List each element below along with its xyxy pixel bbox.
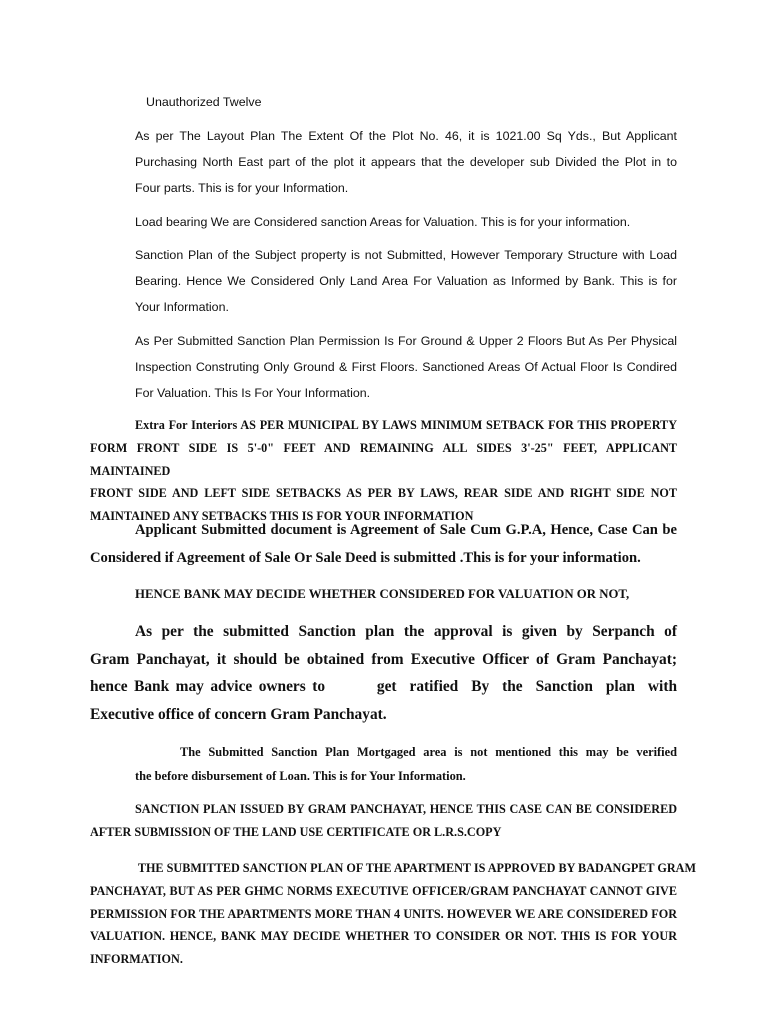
- paragraph-line: Gram Panchayat, it should be obtained from Executive Officer of Gram Panchayat;: [90, 650, 677, 668]
- paragraph-line: VALUATION. HENCE, BANK MAY DECIDE WHETHER TO CONSIDER OR NOT. THIS IS FOR YOUR: [90, 929, 677, 944]
- paragraph-line: THE SUBMITTED SANCTION PLAN OF THE APARTMENT IS APPROVED BY BADANGPET GRAM: [135, 861, 696, 875]
- paragraph-line: Sanction Plan of the Subject property is not Submitted, However Temporary Structure with Load: [135, 248, 677, 262]
- paragraph-line: As Per Submitted Sanction Plan Permission Is For Ground & Upper 2 Floors But As Per Physical: [135, 334, 677, 348]
- paragraph-line: Purchasing North East part of the plot it appears that the developer sub Divided the Plot in to: [135, 155, 677, 169]
- paragraph-badangpet: [90, 857, 696, 971]
- paragraph-mortgaged: [135, 741, 677, 788]
- document-heading: Unauthorized Twelve: [146, 95, 262, 109]
- paragraph-line: Bearing. Hence We Considered Only Land Area For Valuation as Informed by Bank. This is for: [135, 274, 677, 288]
- paragraph-setback: [90, 414, 677, 528]
- paragraph-bank-decide: HENCE BANK MAY DECIDE WHETHER CONSIDERED FOR VALUATION OR NOT,: [135, 587, 630, 601]
- paragraph-line: PERMISSION FOR THE APARTMENTS MORE THAN 4 UNITS. HOWEVER WE ARE CONSIDERED FOR: [90, 906, 677, 921]
- paragraph-line: Extra For Interiors AS PER MUNICIPAL BY LAWS MINIMUM SETBACK FOR THIS PROPERTY: [135, 418, 677, 432]
- paragraph-serpanch: [90, 618, 677, 728]
- paragraph-line: Four parts. This is for your Information.: [135, 181, 349, 195]
- paragraph-line: MAINTAINED ANY SETBACKS THIS IS FOR YOUR INFORMATION: [90, 509, 474, 524]
- paragraph-line: AFTER SUBMISSION OF THE LAND USE CERTIFICATE OR L.R.S.COPY: [90, 824, 502, 839]
- paragraph-line: As per The Layout Plan The Extent Of the Plot No. 46, it is 1021.00 Sq Yds., But Applicant: [135, 129, 677, 143]
- paragraph-line: INFORMATION.: [90, 952, 183, 967]
- paragraph-line: PANCHAYAT, BUT AS PER GHMC NORMS EXECUTIVE OFFICER/GRAM PANCHAYAT CANNOT GIVE: [90, 883, 677, 898]
- paragraph-line: For Valuation. This Is For Your Information.: [135, 386, 371, 400]
- paragraph-layout-plan: [135, 123, 677, 201]
- paragraph-load-bearing: Load bearing We are Considered sanction Areas for Valuation. This is for your information.: [135, 215, 631, 229]
- paragraph-line: FORM FRONT SIDE IS 5'-0" FEET AND REMAINING ALL SIDES 3'-25" FEET, APPLICANT MAINTAINED: [90, 440, 677, 478]
- paragraph-gram-panchayat: [90, 798, 677, 844]
- paragraph-line: Executive office of concern Gram Panchayat.: [90, 705, 387, 723]
- paragraph-line: As per the submitted Sanction plan the approval is given by Serpanch of: [135, 623, 677, 640]
- paragraph-sanction-not-submitted: [135, 242, 677, 320]
- paragraph-line: Considered if Agreement of Sale Or Sale Deed is submitted .This is for your information.: [90, 550, 641, 566]
- paragraph-line: Inspection Construting Only Ground & First Floors. Sanctioned Areas Of Actual Floor Is Condired: [135, 360, 677, 374]
- paragraph-line: hence Bank may advice owners to get ratified By the Sanction plan with: [90, 678, 677, 695]
- paragraph-line: Your Information.: [135, 300, 229, 314]
- paragraph-line: the before disbursement of Loan. This is for Your Information.: [135, 768, 466, 783]
- paragraph-line: The Submitted Sanction Plan Mortgaged area is not mentioned this may be verified: [180, 745, 677, 759]
- paragraph-line: SANCTION PLAN ISSUED BY GRAM PANCHAYAT, HENCE THIS CASE CAN BE CONSIDERED: [135, 802, 677, 816]
- paragraph-agreement: [90, 516, 677, 572]
- paragraph-submitted-permission: [135, 328, 677, 406]
- paragraph-line: FRONT SIDE AND LEFT SIDE SETBACKS AS PER BY LAWS, REAR SIDE AND RIGHT SIDE NOT: [90, 486, 677, 501]
- paragraph-line: Applicant Submitted document is Agreement of Sale Cum G.P.A, Hence, Case Can be: [135, 522, 677, 538]
